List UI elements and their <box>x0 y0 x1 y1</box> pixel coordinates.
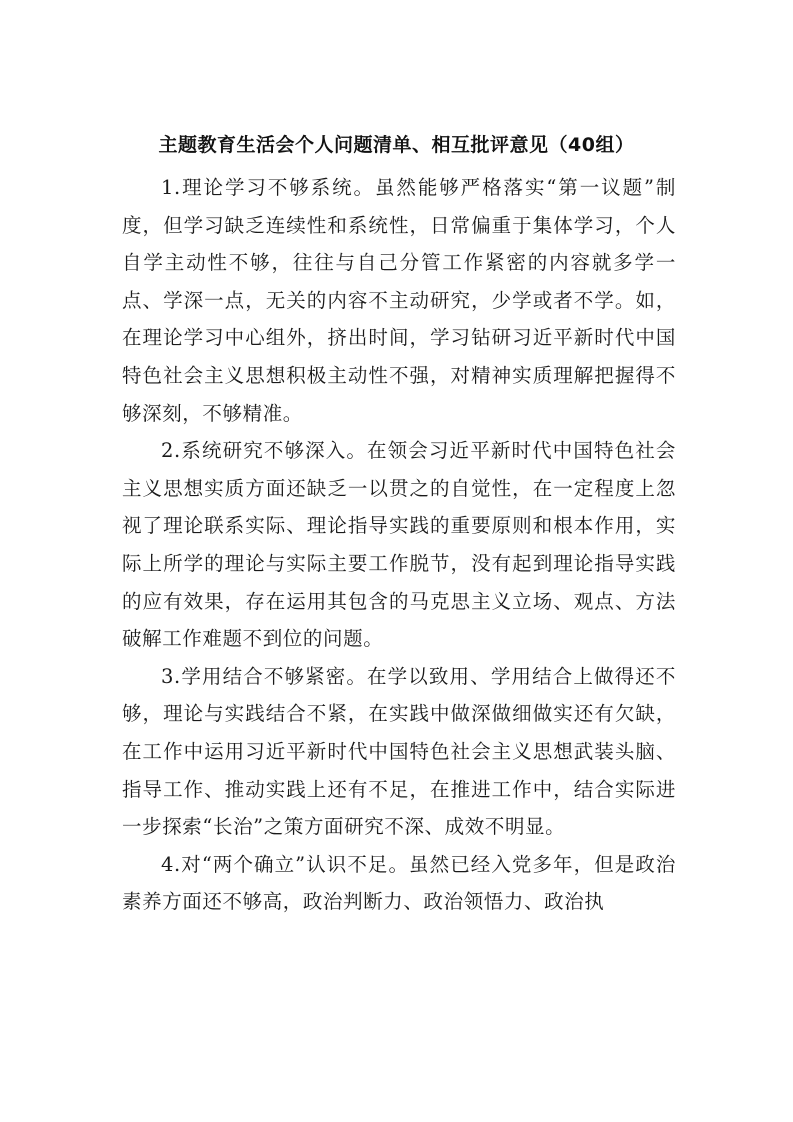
paragraph-3: 3.学用结合不够紧密。在学以致用、学用结合上做得还不够，理论与实践结合不紧，在实践中做深做细做实还有欠缺，在工作中运用习近平新时代中国特色社会主义思想武装头脑、指导工作、推动实践上还有不足，在推进工作中，结合实际进一步探索“长治”之策方面研究不深、成效不明显。 <box>122 664 676 839</box>
paragraph-2: 2.系统研究不够深入。在领会习近平新时代中国特色社会主义思想实质方面还缺乏一以贯之的自觉性，在一定程度上忽视了理论联系实际、理论指导实践的重要原则和根本作用，实际上所学的理论与实际主要工作脱节，没有起到理论指导实践的应有效果，存在运用其包含的马克思主义立场、观点、方法破解工作难题不到位的问题。 <box>122 439 676 651</box>
document-title: 主题教育生活会个人问题清单、相互批评意见（40组） <box>158 134 635 156</box>
paragraph-4: 4.对“两个确立”认识不足。虽然已经入党多年，但是政治素养方面还不够高，政治判断力、政治领悟力、政治执 <box>122 852 676 914</box>
paragraph-1: 1.理论学习不够系统。虽然能够严格落实“第一议题”制度，但学习缺乏连续性和系统性，日常偏重于集体学习，个人自学主动性不够，往往与自己分管工作紧密的内容就多学一点、学深一点，无关的内容不主动研究，少学或者不学。如，在理论学习中心组外，挤出时间，学习钻研习近平新时代中国特色社会主义思想积极主动性不强，对精神实质理解把握得不够深刻，不够精准。 <box>122 176 676 425</box>
document-body <box>122 169 676 921</box>
